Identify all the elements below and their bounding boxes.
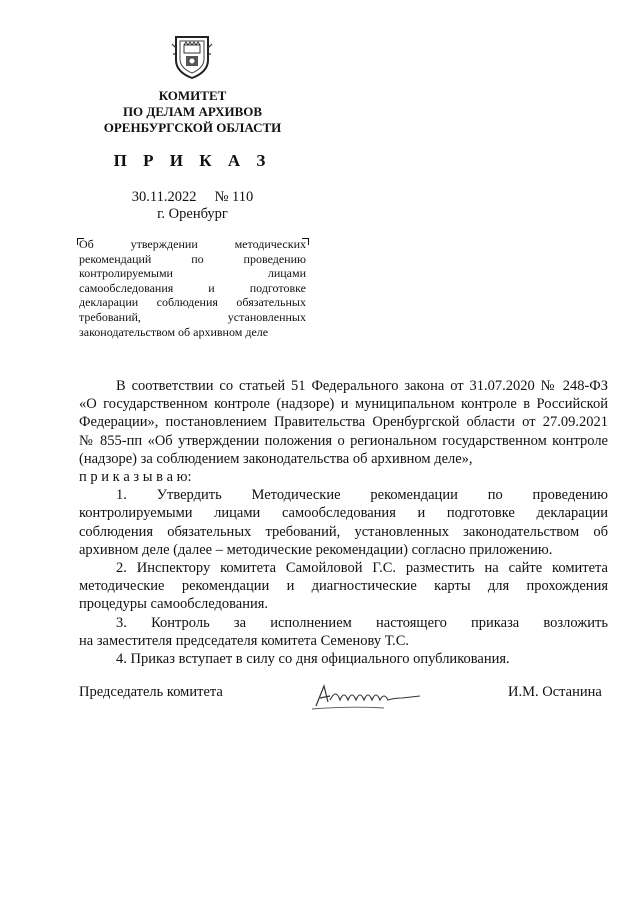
body-line: соблюдения обязательных требований, установленных законодательством об — [79, 523, 608, 540]
document-type-title: П Р И К А З — [113, 151, 272, 170]
subject-line: требований, установленных — [79, 309, 306, 324]
body-line: Федерации», постановлением Правительства Оренбургской области от 27.09.2021 — [79, 414, 608, 431]
document-date: 30.11.2022 — [131, 189, 197, 205]
bracket-top-right — [302, 238, 309, 245]
subject-line: Об утверждении методических — [79, 237, 306, 251]
document-number: № 110 — [214, 189, 254, 205]
body-line: 1. Утвердить Методические рекомендации по проведению — [116, 487, 608, 504]
body-line: В соответствии со статьей 51 Федерального закона от 31.07.2020 № 248-ФЗ — [116, 378, 608, 394]
body-line: п р и к а з ы в а ю: — [79, 469, 192, 486]
subject-line: законодательством об архивном деле — [79, 324, 269, 339]
document-city: г. Оренбург — [157, 206, 228, 222]
body-line: на заместителя председателя комитета Семенову Т.С. — [79, 632, 410, 649]
organization-name-line3: ОРЕНБУРГСКОЙ ОБЛАСТИ — [103, 120, 282, 135]
bracket-top-left — [77, 238, 84, 245]
body-line: 3. Контроль за исполнением настоящего приказа возложить — [116, 614, 608, 631]
coat-of-arms-emblem — [171, 34, 213, 80]
order-body — [79, 377, 608, 668]
body-line: процедуры самообследования. — [79, 596, 269, 613]
subject-line: контролируемыми лицами — [79, 266, 306, 281]
subject-line: декларации соблюдения обязательных — [79, 295, 306, 310]
date-number-line — [60, 189, 325, 206]
subject-line: рекомендаций по проведению — [79, 251, 306, 266]
body-line: контролируемыми лицами самообследования и подготовке декларации — [79, 505, 608, 522]
signatory-position: Председатель комитета — [79, 684, 223, 700]
organization-name-line2: ПО ДЕЛАМ АРХИВОВ — [122, 104, 263, 119]
body-line: методические рекомендации и диагностические карты для прохождения — [79, 578, 608, 595]
body-line: (надзоре) за соблюдением законодательства об архивном деле», — [79, 450, 473, 467]
body-line: 4. Приказ вступает в силу со дня официального опубликования. — [116, 651, 510, 668]
body-line: № 855-пп «Об утверждении положения о региональном государственном контроле — [79, 432, 608, 449]
handwritten-signature — [310, 676, 430, 714]
signatory-name: И.М. Останина — [508, 684, 602, 700]
organization-name-line1: КОМИТЕТ — [158, 88, 227, 103]
subject-line: самообследования и подготовке — [79, 280, 306, 295]
body-line: «О государственном контроле (надзоре) и муниципальном контроле в Российской — [79, 396, 608, 413]
subject-block — [79, 237, 306, 339]
body-line: 2. Инспектору комитета Самойловой Г.С. разместить на сайте комитета — [116, 560, 608, 577]
body-line: архивном деле (далее – методические рекомендации) согласно приложению. — [79, 541, 553, 558]
